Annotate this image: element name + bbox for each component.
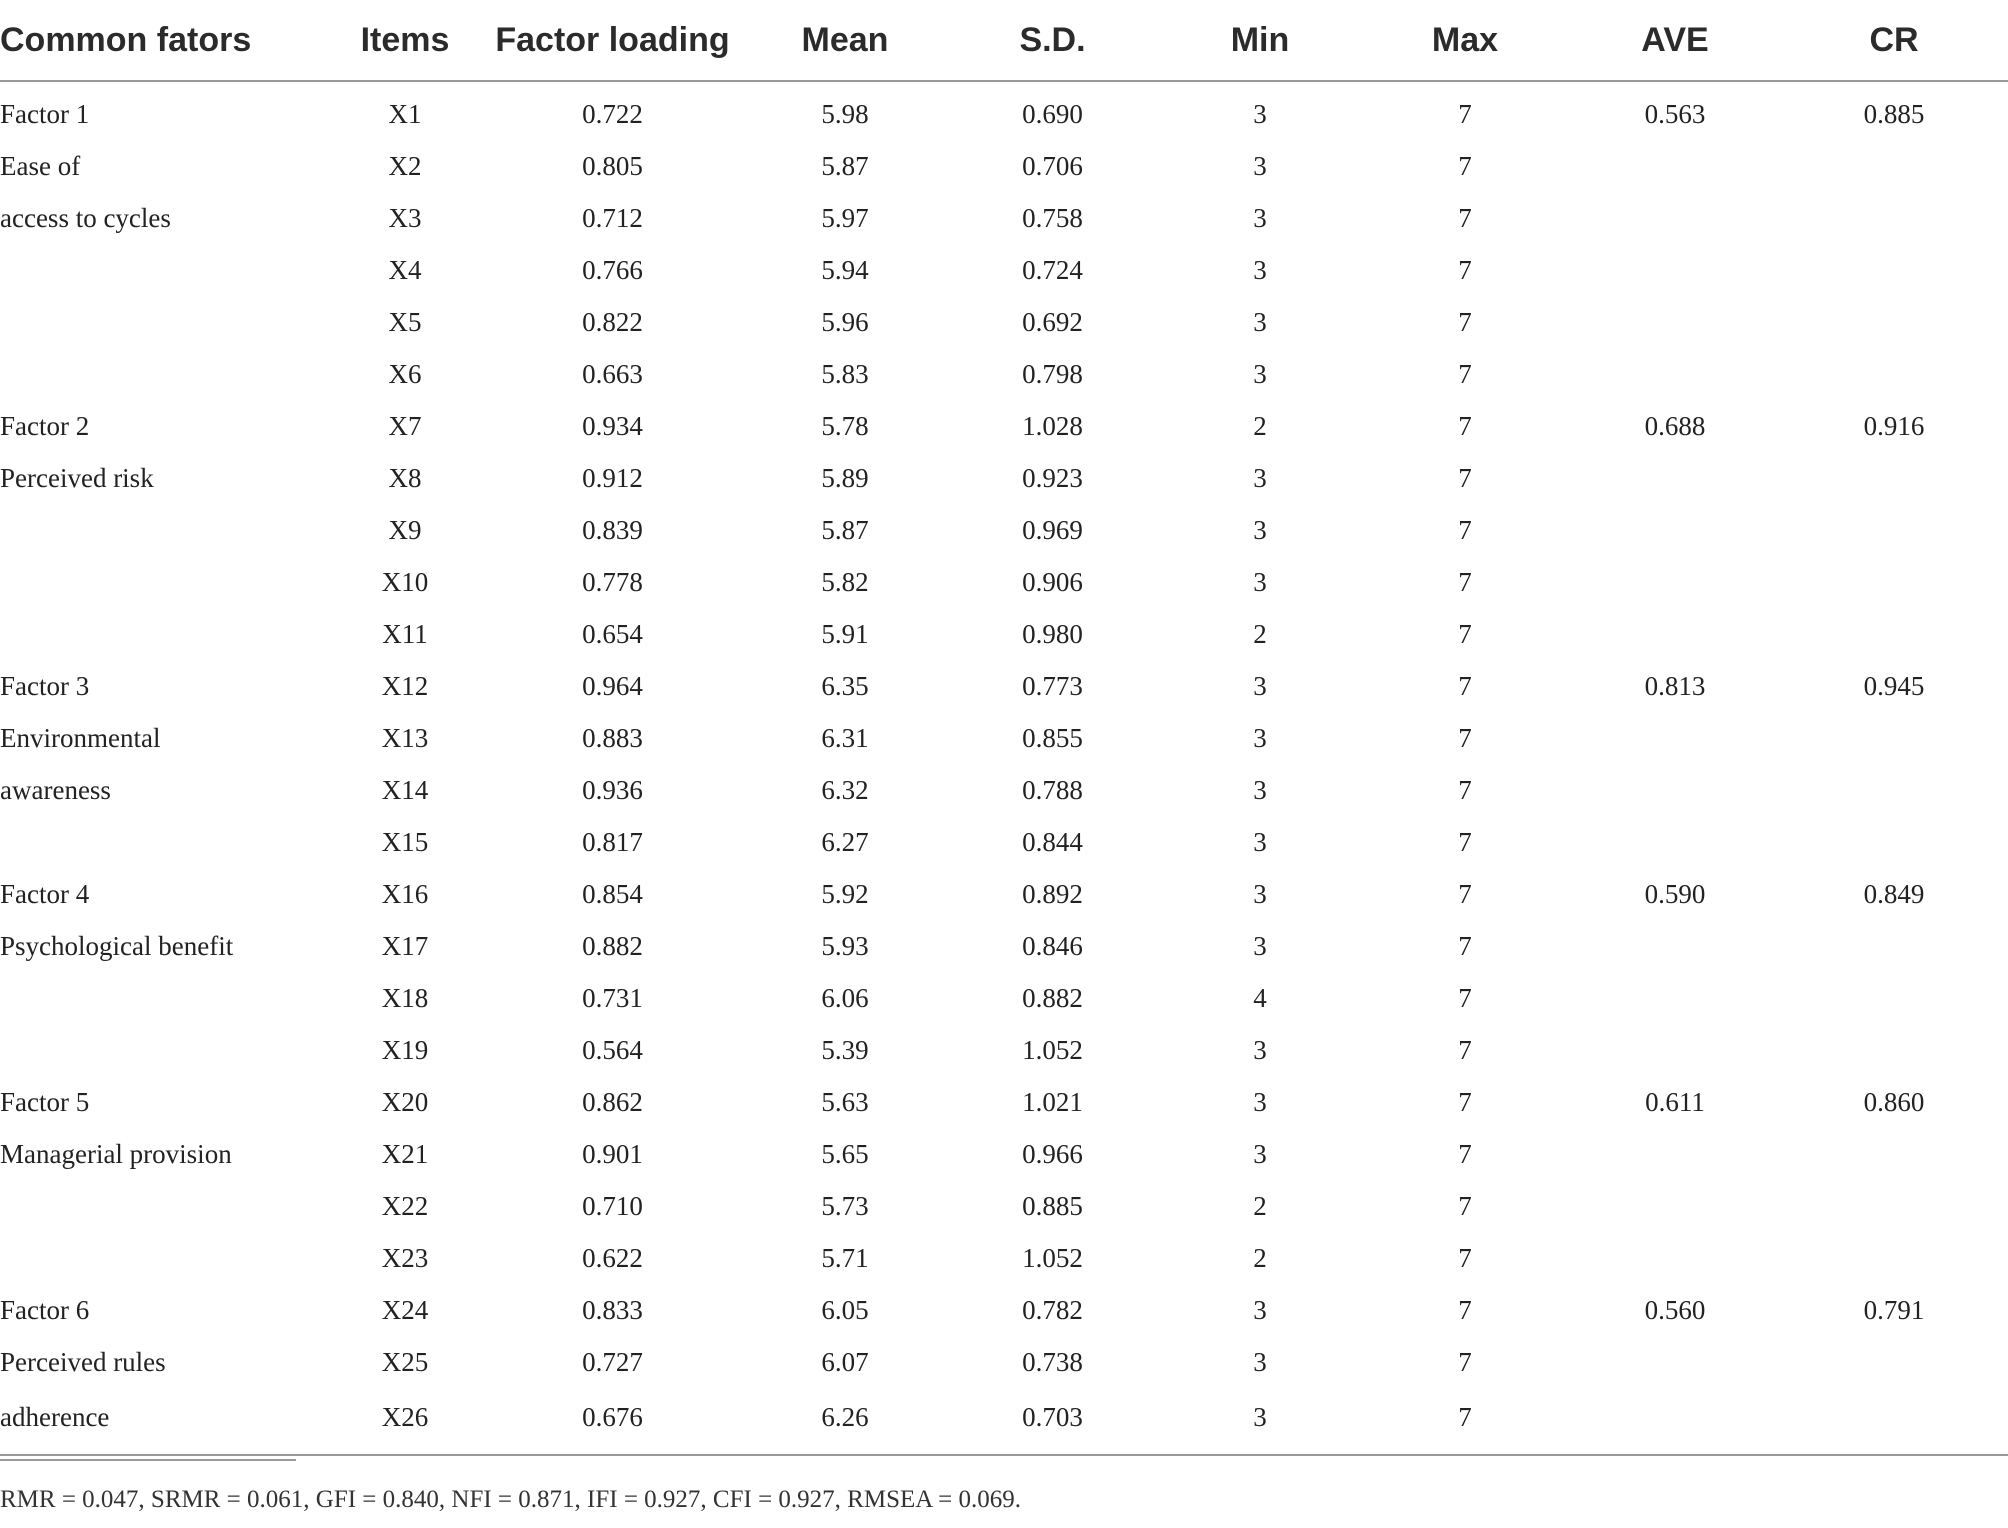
cell-max: 7 <box>1458 826 1472 857</box>
cell-common-factor <box>0 296 330 348</box>
cell-factor-loading: 0.778 <box>582 566 643 597</box>
cell-common-factor: Factor 5 <box>0 1086 90 1117</box>
cell-sd: 0.844 <box>1022 826 1083 857</box>
cell-max: 7 <box>1458 1138 1472 1169</box>
table-row <box>0 1388 2008 1446</box>
cell-min: 3 <box>1253 774 1267 805</box>
cell-ave: 0.560 <box>1644 1294 1706 1325</box>
cell-max: 7 <box>1458 1190 1472 1221</box>
cell-max: 7 <box>1458 1346 1472 1377</box>
cell-item: X14 <box>381 774 429 805</box>
cell-common-factor: Psychological benefit <box>0 930 234 961</box>
cell-ave <box>1570 192 1780 244</box>
cell-cr: 0.791 <box>1863 1294 1925 1325</box>
cell-ave <box>1570 296 1780 348</box>
cell-mean: 5.94 <box>821 254 869 285</box>
cell-item: X4 <box>388 254 422 285</box>
cell-item: X25 <box>381 1346 429 1377</box>
cell-sd: 0.782 <box>1022 1294 1083 1325</box>
cell-sd: 0.846 <box>1022 930 1083 961</box>
cell-min: 2 <box>1253 618 1267 649</box>
cell-item: X24 <box>381 1294 429 1325</box>
cell-common-factor: Managerial provision <box>0 1138 232 1169</box>
cell-ave <box>1570 140 1780 192</box>
cell-max: 7 <box>1458 670 1472 701</box>
cell-ave: 0.813 <box>1644 670 1706 701</box>
cell-ave <box>1570 712 1780 764</box>
footnote-rule <box>0 1459 296 1461</box>
header-items: Items <box>330 0 480 81</box>
table-row <box>0 504 2008 556</box>
cell-mean: 5.87 <box>821 150 869 181</box>
cell-common-factor <box>0 972 330 1024</box>
table-row <box>0 712 2008 764</box>
cell-min: 3 <box>1253 670 1267 701</box>
cell-ave <box>1570 1336 1780 1388</box>
cell-item: X22 <box>381 1190 429 1221</box>
table-row <box>0 348 2008 400</box>
cell-common-factor <box>0 504 330 556</box>
table-row <box>0 868 2008 920</box>
cell-sd: 0.773 <box>1022 670 1083 701</box>
cell-item: X17 <box>381 930 429 961</box>
cell-max: 7 <box>1458 254 1472 285</box>
cell-common-factor: Environmental <box>0 722 161 753</box>
cell-sd: 0.690 <box>1022 98 1083 129</box>
cell-min: 3 <box>1253 1346 1267 1377</box>
cell-cr <box>1780 1128 2008 1180</box>
cell-factor-loading: 0.622 <box>582 1242 643 1273</box>
cell-sd: 0.966 <box>1022 1138 1083 1169</box>
cell-mean: 6.07 <box>821 1346 869 1377</box>
cell-sd: 0.923 <box>1022 462 1083 493</box>
cell-cr <box>1780 296 2008 348</box>
header-min: Min <box>1160 0 1360 81</box>
cell-min: 3 <box>1253 202 1267 233</box>
cell-ave <box>1570 1024 1780 1076</box>
cell-common-factor: adherence <box>0 1401 110 1432</box>
cell-cr <box>1780 348 2008 400</box>
cell-mean: 6.05 <box>821 1294 869 1325</box>
cell-ave <box>1570 972 1780 1024</box>
cell-sd: 0.892 <box>1022 878 1083 909</box>
cell-factor-loading: 0.805 <box>582 150 643 181</box>
cell-cr <box>1780 452 2008 504</box>
cell-min: 3 <box>1253 826 1267 857</box>
cell-factor-loading: 0.934 <box>582 410 643 441</box>
cell-factor-loading: 0.901 <box>582 1138 643 1169</box>
cell-cr <box>1780 1336 2008 1388</box>
cell-ave <box>1570 1180 1780 1232</box>
cell-max: 7 <box>1458 514 1472 545</box>
table-bottom-rule <box>0 1454 2008 1456</box>
cell-common-factor <box>0 816 330 868</box>
cell-factor-loading: 0.766 <box>582 254 643 285</box>
cell-sd: 1.052 <box>1022 1242 1083 1273</box>
cell-min: 3 <box>1253 930 1267 961</box>
cell-sd: 0.980 <box>1022 618 1083 649</box>
cell-item: X21 <box>381 1138 429 1169</box>
cell-min: 3 <box>1253 1086 1267 1117</box>
cell-sd: 0.692 <box>1022 306 1083 337</box>
cell-common-factor: Factor 2 <box>0 410 90 441</box>
cell-max: 7 <box>1458 774 1472 805</box>
cell-mean: 5.83 <box>821 358 869 389</box>
cell-factor-loading: 0.839 <box>582 514 643 545</box>
cell-sd: 0.706 <box>1022 150 1083 181</box>
cell-min: 3 <box>1253 514 1267 545</box>
cell-sd: 0.969 <box>1022 514 1083 545</box>
cell-mean: 6.35 <box>821 670 869 701</box>
cell-cr <box>1780 608 2008 660</box>
cell-max: 7 <box>1458 410 1472 441</box>
cell-mean: 5.92 <box>821 878 869 909</box>
cell-ave <box>1570 348 1780 400</box>
cell-factor-loading: 0.731 <box>582 982 643 1013</box>
header-factor-loading: Factor loading <box>480 0 745 81</box>
cell-min: 3 <box>1253 98 1267 129</box>
cell-factor-loading: 0.862 <box>582 1086 643 1117</box>
cell-min: 2 <box>1253 410 1267 441</box>
cell-common-factor: access to cycles <box>0 202 171 233</box>
table-row <box>0 1232 2008 1284</box>
cell-common-factor: Perceived rules <box>0 1346 166 1377</box>
header-cr: CR <box>1780 0 2008 81</box>
cell-ave <box>1570 816 1780 868</box>
cell-mean: 6.32 <box>821 774 869 805</box>
cell-sd: 0.798 <box>1022 358 1083 389</box>
cell-sd: 1.052 <box>1022 1034 1083 1065</box>
cell-item: X6 <box>388 358 422 389</box>
cell-factor-loading: 0.654 <box>582 618 643 649</box>
cell-cr <box>1780 920 2008 972</box>
cell-max: 7 <box>1458 202 1472 233</box>
cell-item: X11 <box>382 618 428 649</box>
cell-mean: 5.93 <box>821 930 869 961</box>
cell-factor-loading: 0.663 <box>582 358 643 389</box>
cell-ave <box>1570 1232 1780 1284</box>
cell-common-factor <box>0 1180 330 1232</box>
cell-min: 2 <box>1253 1242 1267 1273</box>
table-row <box>0 81 2008 140</box>
table-row <box>0 452 2008 504</box>
cell-factor-loading: 0.822 <box>582 306 643 337</box>
table-footnote: RMR = 0.047, SRMR = 0.061, GFI = 0.840, NFI = 0.871, IFI = 0.927, CFI = 0.927, RMSEA = 0.069. <box>0 1486 1022 1513</box>
cell-sd: 0.882 <box>1022 982 1083 1013</box>
cell-common-factor <box>0 1024 330 1076</box>
cell-max: 7 <box>1458 1294 1472 1325</box>
cell-item: X20 <box>381 1086 429 1117</box>
cell-max: 7 <box>1458 566 1472 597</box>
cell-common-factor <box>0 608 330 660</box>
table-row <box>0 140 2008 192</box>
cell-cr <box>1780 764 2008 816</box>
cell-sd: 0.885 <box>1022 1190 1083 1221</box>
cell-sd: 0.738 <box>1022 1346 1083 1377</box>
cell-cr: 0.945 <box>1863 670 1925 701</box>
cell-item: X18 <box>381 982 429 1013</box>
cell-item: X2 <box>388 150 422 181</box>
cell-factor-loading: 0.727 <box>582 1346 643 1377</box>
cell-mean: 6.31 <box>821 722 869 753</box>
cell-min: 3 <box>1253 462 1267 493</box>
cell-factor-loading: 0.882 <box>582 930 643 961</box>
cell-min: 3 <box>1253 254 1267 285</box>
table-row <box>0 1336 2008 1388</box>
cell-factor-loading: 0.833 <box>582 1294 643 1325</box>
cell-common-factor: Factor 3 <box>0 670 90 701</box>
cell-ave <box>1570 504 1780 556</box>
cell-item: X1 <box>388 98 422 129</box>
cell-common-factor: Factor 6 <box>0 1294 90 1325</box>
cell-factor-loading: 0.854 <box>582 878 643 909</box>
cell-max: 7 <box>1458 618 1472 649</box>
cell-ave <box>1570 244 1780 296</box>
cell-mean: 5.73 <box>821 1190 869 1221</box>
cell-cr <box>1780 556 2008 608</box>
cell-ave <box>1570 764 1780 816</box>
cell-item: X23 <box>381 1242 429 1273</box>
cell-sd: 0.906 <box>1022 566 1083 597</box>
header-ave: AVE <box>1570 0 1780 81</box>
cell-ave <box>1570 1128 1780 1180</box>
cell-common-factor: Factor 1 <box>0 98 90 129</box>
cell-min: 3 <box>1253 1294 1267 1325</box>
cell-min: 3 <box>1253 566 1267 597</box>
cell-cr <box>1780 1388 2008 1446</box>
cell-ave <box>1570 556 1780 608</box>
cell-factor-loading: 0.817 <box>582 826 643 857</box>
cell-common-factor <box>0 1232 330 1284</box>
header-max: Max <box>1360 0 1570 81</box>
cell-max: 7 <box>1458 982 1472 1013</box>
cell-max: 7 <box>1458 150 1472 181</box>
cell-item: X12 <box>381 670 429 701</box>
cell-common-factor <box>0 556 330 608</box>
cell-mean: 5.98 <box>821 98 869 129</box>
cell-max: 7 <box>1458 1242 1472 1273</box>
cell-cr <box>1780 816 2008 868</box>
cell-min: 3 <box>1253 878 1267 909</box>
cell-min: 3 <box>1253 150 1267 181</box>
cell-cr <box>1780 244 2008 296</box>
cell-factor-loading: 0.676 <box>582 1401 643 1432</box>
cell-max: 7 <box>1458 930 1472 961</box>
table-row <box>0 764 2008 816</box>
cell-mean: 5.91 <box>821 618 869 649</box>
cell-item: X3 <box>388 202 422 233</box>
cell-mean: 5.89 <box>821 462 869 493</box>
cell-mean: 5.82 <box>821 566 869 597</box>
table-row <box>0 1180 2008 1232</box>
cell-max: 7 <box>1458 462 1472 493</box>
cell-common-factor: Factor 4 <box>0 878 90 909</box>
cell-factor-loading: 0.564 <box>582 1034 643 1065</box>
cell-cr: 0.916 <box>1863 410 1925 441</box>
table-row <box>0 556 2008 608</box>
cell-cr <box>1780 504 2008 556</box>
cell-item: X9 <box>388 514 422 545</box>
cell-cr <box>1780 1180 2008 1232</box>
cell-cr <box>1780 192 2008 244</box>
cell-factor-loading: 0.883 <box>582 722 643 753</box>
table-row <box>0 1024 2008 1076</box>
table-row <box>0 920 2008 972</box>
cell-max: 7 <box>1458 1086 1472 1117</box>
table-header <box>0 0 2008 81</box>
cell-max: 7 <box>1458 358 1472 389</box>
header-common-factors: Common fators <box>0 0 330 81</box>
cell-item: X5 <box>388 306 422 337</box>
cell-item: X10 <box>381 566 429 597</box>
cell-max: 7 <box>1458 722 1472 753</box>
cell-factor-loading: 0.722 <box>582 98 643 129</box>
cell-min: 3 <box>1253 1401 1267 1432</box>
cell-cr <box>1780 972 2008 1024</box>
cell-sd: 0.758 <box>1022 202 1083 233</box>
cell-ave: 0.590 <box>1644 878 1706 909</box>
cell-common-factor: Perceived risk <box>0 462 154 493</box>
cell-min: 3 <box>1253 1034 1267 1065</box>
cell-cr <box>1780 712 2008 764</box>
table-row <box>0 972 2008 1024</box>
cell-mean: 5.65 <box>821 1138 869 1169</box>
cell-mean: 5.71 <box>821 1242 869 1273</box>
cell-item: X13 <box>381 722 429 753</box>
cell-ave <box>1570 920 1780 972</box>
cell-max: 7 <box>1458 306 1472 337</box>
table-row <box>0 1284 2008 1336</box>
cell-item: X15 <box>381 826 429 857</box>
cell-mean: 5.97 <box>821 202 869 233</box>
table-row <box>0 608 2008 660</box>
header-mean: Mean <box>745 0 945 81</box>
cell-cr <box>1780 140 2008 192</box>
cell-factor-loading: 0.912 <box>582 462 643 493</box>
table-row <box>0 660 2008 712</box>
cell-max: 7 <box>1458 98 1472 129</box>
cell-item: X7 <box>388 410 422 441</box>
cell-sd: 0.855 <box>1022 722 1083 753</box>
cell-min: 3 <box>1253 306 1267 337</box>
cell-ave <box>1570 1388 1780 1446</box>
cell-common-factor <box>0 244 330 296</box>
cell-factor-loading: 0.712 <box>582 202 643 233</box>
cell-mean: 5.96 <box>821 306 869 337</box>
header-row <box>0 0 2008 81</box>
cell-ave: 0.611 <box>1645 1086 1705 1117</box>
cell-common-factor: Ease of <box>0 150 81 181</box>
cell-min: 3 <box>1253 358 1267 389</box>
cell-factor-loading: 0.710 <box>582 1190 643 1221</box>
cell-common-factor <box>0 348 330 400</box>
cell-min: 3 <box>1253 722 1267 753</box>
cell-min: 4 <box>1253 982 1267 1013</box>
cell-mean: 5.39 <box>821 1034 869 1065</box>
cell-sd: 1.021 <box>1022 1086 1083 1117</box>
cell-mean: 5.87 <box>821 514 869 545</box>
cell-factor-loading: 0.964 <box>582 670 643 701</box>
table-row <box>0 192 2008 244</box>
table-body <box>0 81 2008 1446</box>
cell-mean: 6.06 <box>821 982 869 1013</box>
cell-ave <box>1570 452 1780 504</box>
cell-mean: 6.27 <box>821 826 869 857</box>
cell-common-factor: awareness <box>0 774 111 805</box>
table-row <box>0 1128 2008 1180</box>
cell-min: 2 <box>1253 1190 1267 1221</box>
header-sd: S.D. <box>945 0 1160 81</box>
table-row <box>0 816 2008 868</box>
cell-item: X8 <box>388 462 422 493</box>
table-row <box>0 244 2008 296</box>
cell-cr: 0.860 <box>1863 1086 1925 1117</box>
table-row <box>0 400 2008 452</box>
cell-ave: 0.688 <box>1644 410 1706 441</box>
cell-max: 7 <box>1458 878 1472 909</box>
cell-cr: 0.885 <box>1863 98 1925 129</box>
cell-mean: 6.26 <box>821 1401 869 1432</box>
table-row <box>0 296 2008 348</box>
cell-mean: 5.78 <box>821 410 869 441</box>
cell-max: 7 <box>1458 1401 1472 1432</box>
cell-item: X16 <box>381 878 429 909</box>
cell-max: 7 <box>1458 1034 1472 1065</box>
cell-sd: 0.724 <box>1022 254 1083 285</box>
cell-factor-loading: 0.936 <box>582 774 643 805</box>
cell-item: X26 <box>381 1401 429 1432</box>
cell-cr <box>1780 1232 2008 1284</box>
cell-sd: 0.788 <box>1022 774 1083 805</box>
cell-sd: 1.028 <box>1022 410 1083 441</box>
cell-min: 3 <box>1253 1138 1267 1169</box>
cell-sd: 0.703 <box>1022 1401 1083 1432</box>
cell-mean: 5.63 <box>821 1086 869 1117</box>
cell-ave: 0.563 <box>1644 98 1706 129</box>
table-row <box>0 1076 2008 1128</box>
cell-cr: 0.849 <box>1863 878 1925 909</box>
cell-ave <box>1570 608 1780 660</box>
cell-item: X19 <box>381 1034 429 1065</box>
cell-cr <box>1780 1024 2008 1076</box>
